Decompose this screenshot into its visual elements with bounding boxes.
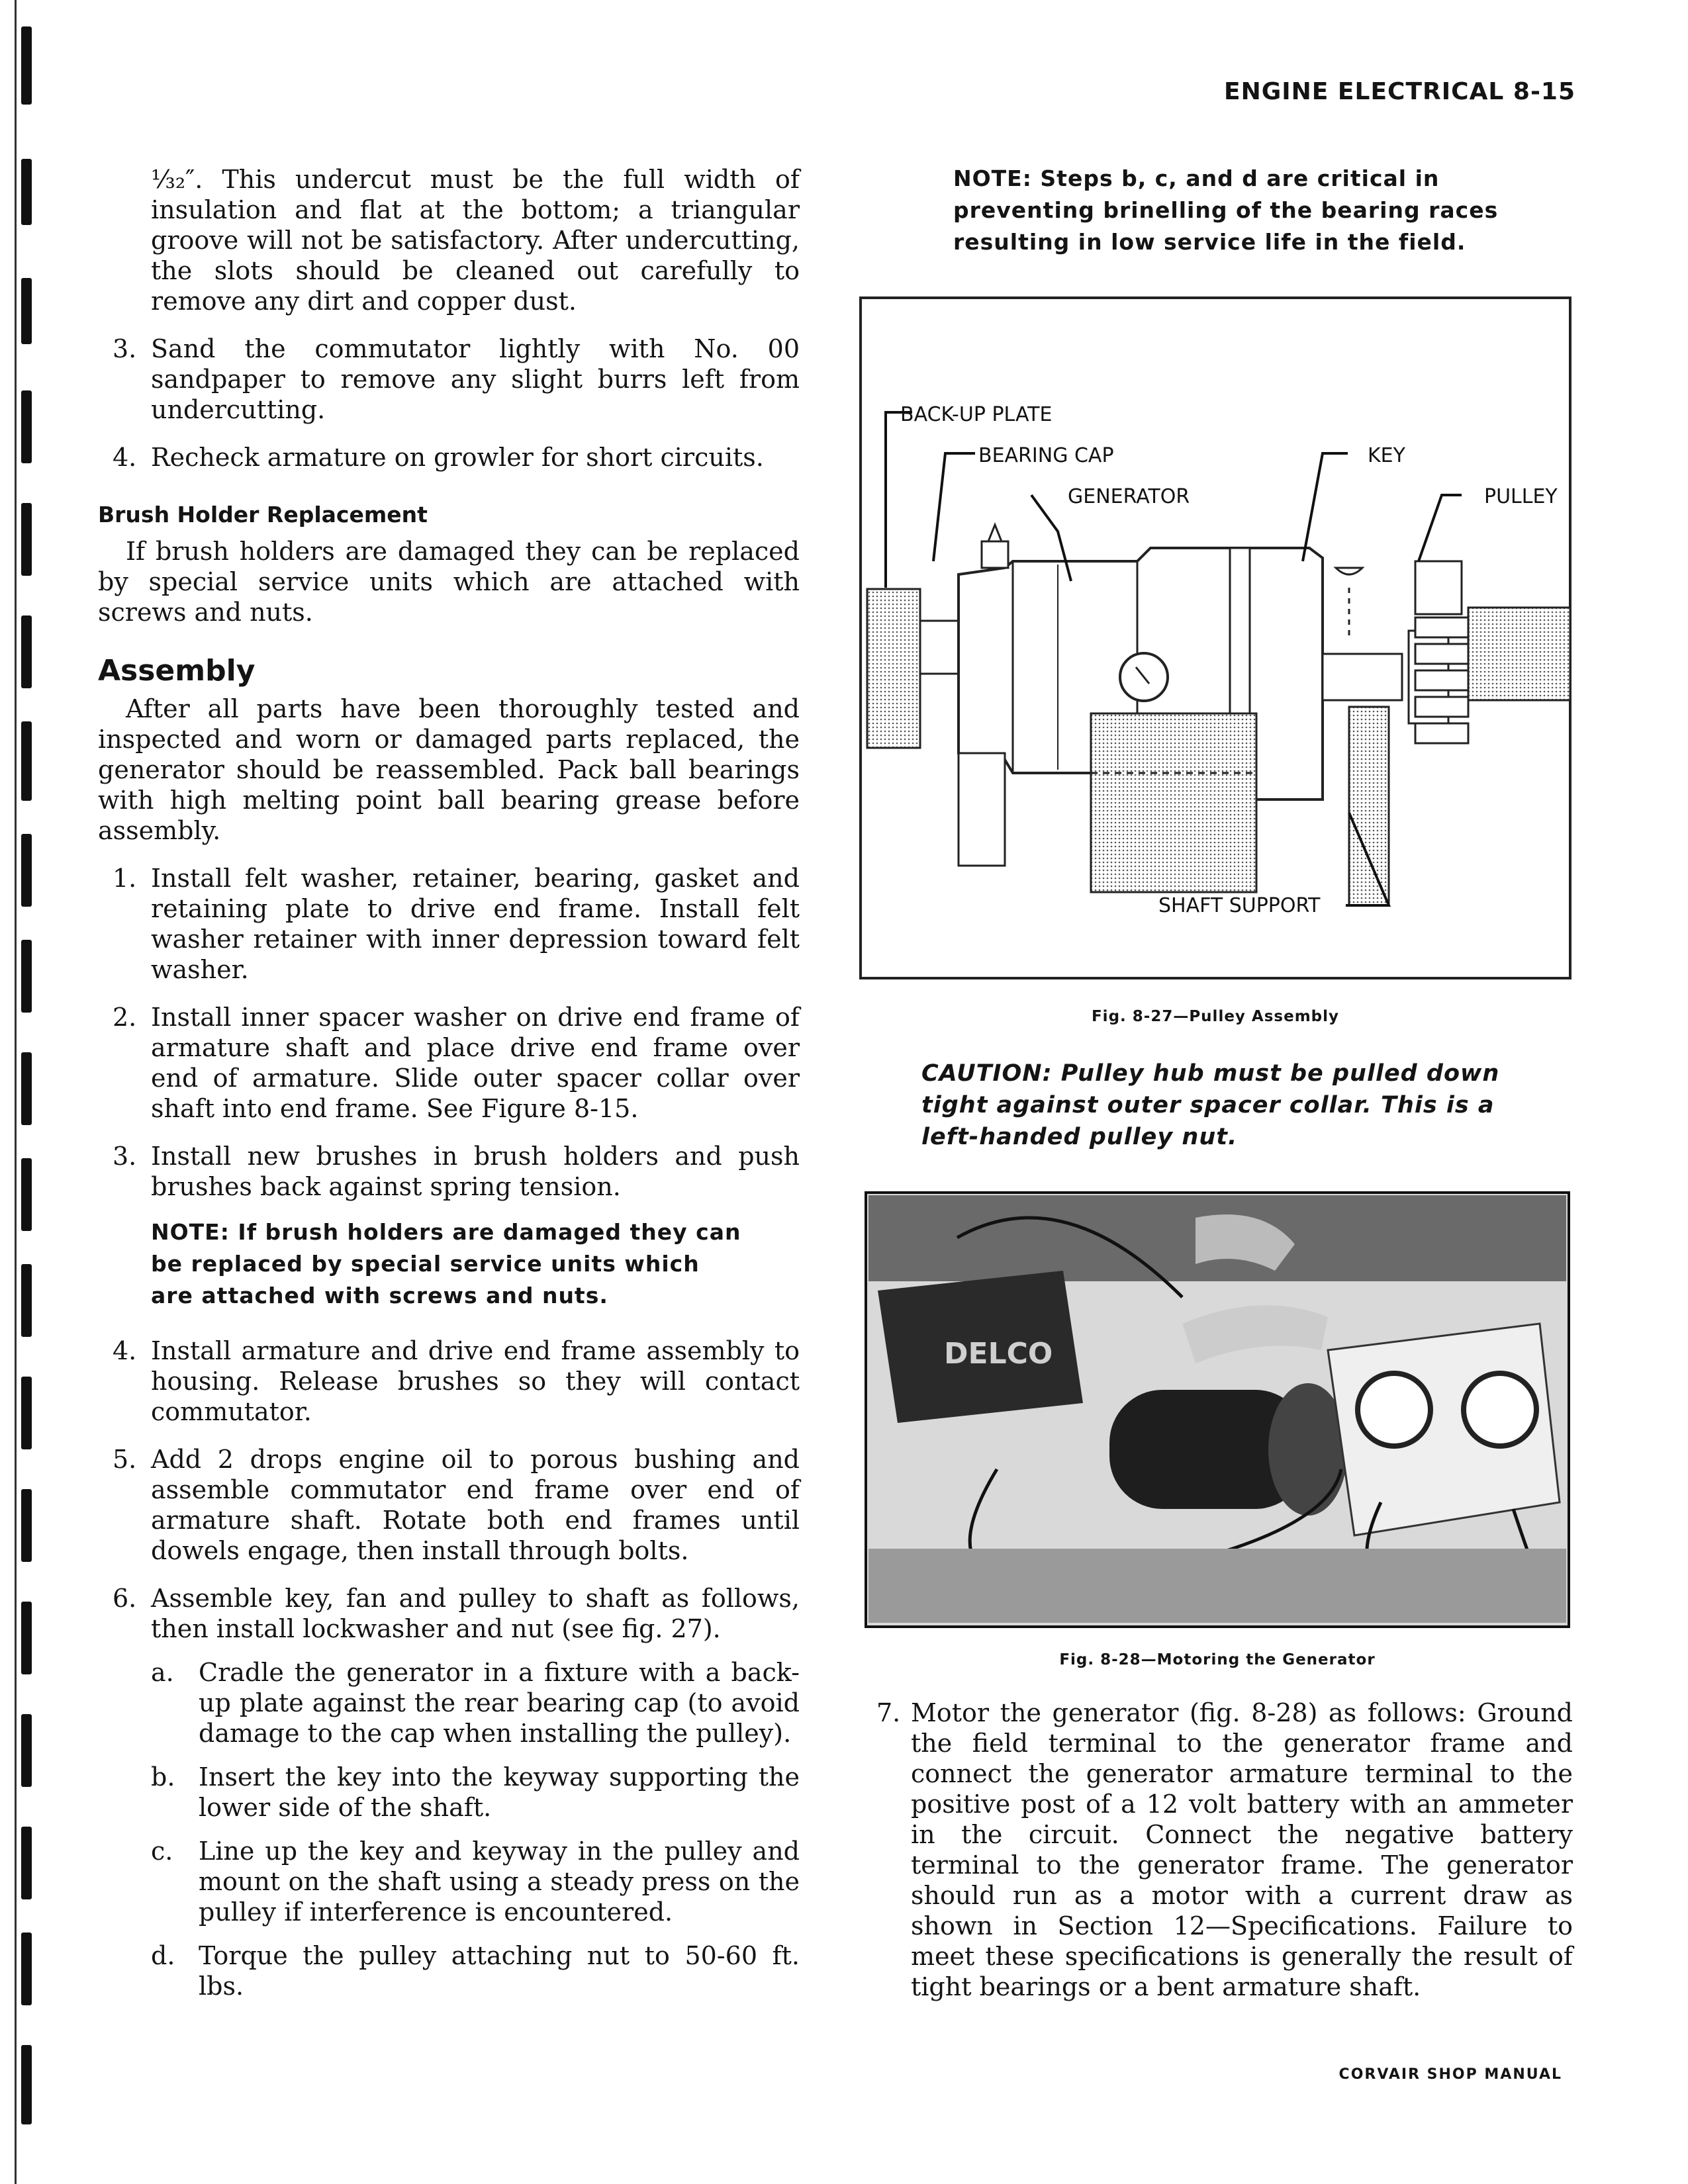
caution-note: CAUTION: Pulley hub must be pulled down tight against outer spacer collar. This is a left-handed pulley nut. <box>921 1060 1500 1150</box>
substep-c: c. Line up the key and keyway in the pulley and mount on the shaft using a steady press on the pulley if interference is encountered. <box>151 1837 800 1927</box>
label-pulley: PULLEY <box>1484 485 1558 508</box>
brush-holder-paragraph: If brush holders are damaged they can be replaced by special service units which are attached with screws and nuts. <box>98 537 800 627</box>
step-2: 2. Install inner spacer washer on drive end frame of armature shaft and place drive end frame over end of armature. Slide outer spacer collar over shaft into end frame. See Figure 8-15. <box>113 1003 800 1123</box>
figure-8-28-caption: Fig. 8-28—Motoring the Generator <box>1059 1651 1376 1668</box>
page-footer: CORVAIR SHOP MANUAL <box>1338 2066 1562 2083</box>
step-6: 6. Assemble key, fan and pulley to shaft as follows, then install lockwasher and nut (see fig. 27). <box>113 1584 800 1643</box>
substeps <box>98 1657 800 2001</box>
shaft-support-shape <box>1349 707 1389 905</box>
brush-holder-heading: Brush Holder Replacement <box>98 502 428 527</box>
label-back-up-plate: BACK-UP PLATE <box>900 403 1053 426</box>
figure-8-28-photo <box>865 1191 1570 1628</box>
step-1: 1. Install felt washer, retainer, bearing, gasket and retaining plate to drive end frame. Install felt washer retainer with inner depression toward felt washer. <box>113 864 800 984</box>
step-3: 3. Install new brushes in brush holders and push brushes back against spring tension. <box>113 1142 800 1201</box>
substep-b: b. Insert the key into the keyway supporting the lower side of the shaft. <box>151 1762 800 1822</box>
figure-8-27-caption: Fig. 8-27—Pulley Assembly <box>1091 1008 1340 1025</box>
label-generator: GENERATOR <box>1068 485 1190 508</box>
undercut-paragraph: ⅓₂″. This undercut must be the full width of insulation and flat at the bottom; a triangular groove will not be satisfactory. After undercutting, the slots should be cleaned out carefully to remove any dirt and copper dust. <box>151 165 800 316</box>
back-up-plate-shape <box>867 589 920 748</box>
step-4: 4. Install armature and drive end frame assembly to housing. Release brushes so they will contact commutator. <box>113 1336 800 1426</box>
assembly-paragraph: After all parts have been thoroughly tested and inspected and worn or damaged parts replaced, the generator should be reassembled. Pack ball bearings with high melting point ball bearing grease before assembly. <box>98 694 800 845</box>
cradle-block <box>1091 713 1256 892</box>
step-7-motor: 7. Motor the generator (fig. 8-28) as follows: Ground the field terminal to the generator frame and connect the generator armature terminal to the positive post of a 12 volt battery with an ammeter in the circuit. Connect the negative battery terminal to the generator frame. The generator should run as a motor with a current draw as shown in Section 12—Specifications. Failure to meet these specifications is generally the result of tight bearings or a bent armature shaft. <box>876 1698 1573 2001</box>
binding-edge <box>0 0 46 2184</box>
substep-d: d. Torque the pulley attaching nut to 50-60 ft. lbs. <box>151 1941 800 2001</box>
step-5: 5. Add 2 drops engine oil to porous bushing and assemble commutator end frame over end of armature shaft. Rotate both end frames until dowels engage, then install through bolts. <box>113 1445 800 1565</box>
substep-a: a. Cradle the generator in a fixture with a back-up plate against the rear bearing cap (to avoid damage to the cap when installing the pulley). <box>151 1658 800 1748</box>
page-header: ENGINE ELECTRICAL 8-15 <box>1224 78 1575 105</box>
label-bearing-cap: BEARING CAP <box>978 444 1114 467</box>
assembly-heading: Assembly <box>98 654 256 688</box>
brush-note: NOTE: If brush holders are damaged they can be replaced by special service units which are attached with screws and nuts. <box>151 1219 741 1308</box>
left-column <box>98 164 800 2001</box>
critical-steps-note: NOTE: Steps b, c, and d are critical in preventing brinelling of the bearing races resulting in low service life in the field. <box>953 165 1499 255</box>
figure-8-27-pulley-assembly <box>859 296 1571 979</box>
label-shaft-support: SHAFT SUPPORT <box>1158 894 1321 917</box>
step-4-recheck: 4. Recheck armature on growler for short circuits. <box>113 443 764 472</box>
svg-text:DELCO: DELCO <box>944 1337 1053 1371</box>
step-3-sand: 3. Sand the commutator lightly with No. 00 sandpaper to remove any slight burrs left from undercutting. <box>113 334 800 424</box>
label-key: KEY <box>1368 444 1405 467</box>
shaft <box>1323 654 1402 700</box>
